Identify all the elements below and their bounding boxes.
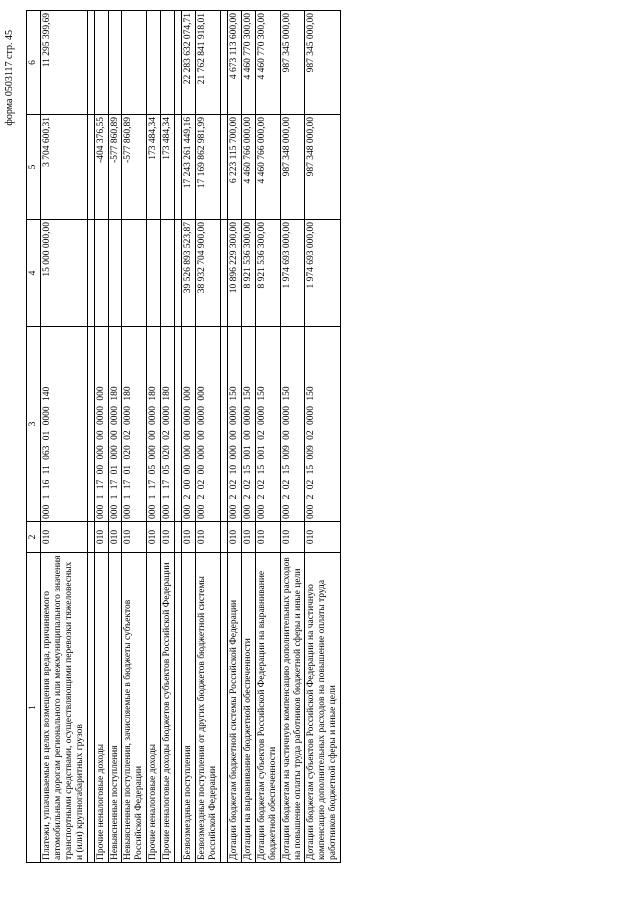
table-row xyxy=(161,11,175,863)
spacer-cell xyxy=(175,553,182,863)
col-header-3: 3 xyxy=(27,327,41,522)
row-unexecuted: 21 762 841 918,01 xyxy=(196,11,221,115)
table-row xyxy=(255,11,280,863)
spacer-cell xyxy=(175,11,182,115)
spacer-cell xyxy=(87,115,94,220)
row-approved: 38 932 704 900,00 xyxy=(196,220,221,327)
row-executed: 17 169 862 981,99 xyxy=(196,115,221,220)
row-line-code: 010 xyxy=(122,522,147,553)
row-line-code: 010 xyxy=(305,522,341,553)
row-executed: -577 860,89 xyxy=(108,115,122,220)
row-line-code: 010 xyxy=(161,522,175,553)
row-income-code: 000 2 02 15 009 00 0000 150 xyxy=(280,327,305,522)
row-income-code: 000 1 17 00 000 00 0000 000 xyxy=(94,327,108,522)
spacer-cell xyxy=(175,522,182,553)
row-line-code: 010 xyxy=(108,522,122,553)
row-line-code: 010 xyxy=(94,522,108,553)
row-approved: 8 921 536 300,00 xyxy=(255,220,280,327)
row-executed: 3 704 600,31 xyxy=(40,115,87,220)
row-approved: 39 526 893 523,87 xyxy=(182,220,196,327)
table-row xyxy=(305,11,341,863)
row-line-code: 010 xyxy=(241,522,255,553)
form-note: форма 0503117 стр. 45 xyxy=(4,30,15,126)
table-row xyxy=(196,11,221,863)
row-unexecuted: 4 460 770 300,00 xyxy=(241,11,255,115)
table-row xyxy=(280,11,305,863)
row-approved xyxy=(94,220,108,327)
row-name: Невыясненные поступления, зачисляемые в бюджеты субъектов Российской Федерации xyxy=(122,553,147,863)
row-approved xyxy=(147,220,161,327)
col-header-6: 6 xyxy=(27,11,41,115)
row-line-code: 010 xyxy=(147,522,161,553)
row-unexecuted xyxy=(161,11,175,115)
row-name: Прочие неналоговые доходы бюджетов субъектов Российской Федерации xyxy=(161,553,175,863)
row-executed: 173 484,34 xyxy=(147,115,161,220)
row-name: Безвозмездные поступления xyxy=(182,553,196,863)
spacer-cell xyxy=(220,327,227,522)
row-executed: 4 460 766 000,00 xyxy=(241,115,255,220)
spacer-cell xyxy=(220,220,227,327)
row-income-code: 000 2 02 00 000 00 0000 000 xyxy=(196,327,221,522)
row-income-code: 000 2 00 00 000 00 0000 000 xyxy=(182,327,196,522)
spacer-cell xyxy=(175,115,182,220)
row-unexecuted: 4 673 113 600,00 xyxy=(227,11,241,115)
row-unexecuted xyxy=(94,11,108,115)
row-unexecuted xyxy=(122,11,147,115)
row-income-code: 000 1 17 05 020 02 0000 180 xyxy=(161,327,175,522)
row-name: Прочие неналоговые доходы xyxy=(147,553,161,863)
row-unexecuted: 987 345 000,00 xyxy=(305,11,341,115)
row-name: Невыясненные поступления xyxy=(108,553,122,863)
col-header-1: 1 xyxy=(27,553,41,863)
spacer-cell xyxy=(87,327,94,522)
row-unexecuted xyxy=(147,11,161,115)
row-line-code: 010 xyxy=(196,522,221,553)
table-row xyxy=(122,11,147,863)
col-header-4: 4 xyxy=(27,220,41,327)
row-executed: -404 376,55 xyxy=(94,115,108,220)
row-name: Дотации бюджетам субъектов Российской Федерации на частичную компенсацию дополнительных расходов на повышение оплаты труда работников бюджетной сферы и иные цели xyxy=(305,553,341,863)
spacer-cell xyxy=(220,11,227,115)
row-name: Прочие неналоговые доходы xyxy=(94,553,108,863)
row-line-code: 010 xyxy=(182,522,196,553)
spacer-cell xyxy=(220,553,227,863)
row-income-code: 000 1 17 01 000 00 0000 180 xyxy=(108,327,122,522)
spacer-cell xyxy=(87,11,94,115)
table-body xyxy=(40,11,340,863)
row-line-code: 010 xyxy=(280,522,305,553)
row-name: Дотации бюджетам субъектов Российской Федерации на выравнивание бюджетной обеспеченности xyxy=(255,553,280,863)
table-row xyxy=(108,11,122,863)
row-line-code: 010 xyxy=(40,522,87,553)
row-approved xyxy=(161,220,175,327)
income-table xyxy=(26,10,341,863)
row-income-code: 000 1 17 01 020 02 0000 180 xyxy=(122,327,147,522)
row-name: Дотации на выравнивание бюджетной обеспеченности xyxy=(241,553,255,863)
spacer-cell xyxy=(175,220,182,327)
row-approved: 1 974 693 000,00 xyxy=(280,220,305,327)
row-unexecuted: 22 283 632 074,71 xyxy=(182,11,196,115)
row-income-code: 000 2 02 10 000 00 0000 150 xyxy=(227,327,241,522)
spacer-cell xyxy=(87,220,94,327)
table-row xyxy=(182,11,196,863)
table-row xyxy=(40,11,87,863)
row-income-code: 000 1 17 05 000 00 0000 180 xyxy=(147,327,161,522)
row-line-code: 010 xyxy=(255,522,280,553)
row-unexecuted: 11 295 399,69 xyxy=(40,11,87,115)
spacer-cell xyxy=(87,553,94,863)
row-approved: 1 974 693 000,00 xyxy=(305,220,341,327)
row-income-code: 000 2 02 15 001 00 0000 150 xyxy=(241,327,255,522)
row-unexecuted: 987 345 000,00 xyxy=(280,11,305,115)
row-income-code: 000 1 16 11 063 01 0000 140 xyxy=(40,327,87,522)
row-approved xyxy=(122,220,147,327)
spacer-cell xyxy=(220,115,227,220)
table-row xyxy=(147,11,161,863)
row-approved: 8 921 536 300,00 xyxy=(241,220,255,327)
row-name: Дотации бюджетам бюджетной системы Российской Федерации xyxy=(227,553,241,863)
row-spacer xyxy=(220,11,227,863)
row-unexecuted: 4 460 770 300,00 xyxy=(255,11,280,115)
row-executed: 173 484,34 xyxy=(161,115,175,220)
row-name: Безвозмездные поступления от других бюджетов бюджетной системы Российской Федерации xyxy=(196,553,221,863)
row-approved: 15 000 000,00 xyxy=(40,220,87,327)
table-row xyxy=(227,11,241,863)
row-spacer xyxy=(175,11,182,863)
row-unexecuted xyxy=(108,11,122,115)
row-approved xyxy=(108,220,122,327)
row-name: Дотации бюджетам на частичную компенсацию дополнительных расходов на повышение оплаты труда работников бюджетной сферы и иные цели xyxy=(280,553,305,863)
col-header-5: 5 xyxy=(27,115,41,220)
row-approved: 10 896 229 300,00 xyxy=(227,220,241,327)
column-number-row xyxy=(27,11,41,863)
row-executed: 17 243 261 449,16 xyxy=(182,115,196,220)
row-executed: 987 348 000,00 xyxy=(280,115,305,220)
table-row xyxy=(94,11,108,863)
row-spacer xyxy=(87,11,94,863)
row-executed: 6 223 115 700,00 xyxy=(227,115,241,220)
row-executed: -577 860,89 xyxy=(122,115,147,220)
table-row xyxy=(241,11,255,863)
col-header-2: 2 xyxy=(27,522,41,553)
row-executed: 987 348 000,00 xyxy=(305,115,341,220)
row-income-code: 000 2 02 15 009 02 0000 150 xyxy=(305,327,341,522)
row-name: Платежи, уплачиваемые в целях возмещения вреда, причиняемого автомобильным дорогам регионального или межмуниципального значения транспортными средствами, осуществляющими перевозки тяжеловесных и (или) крупногабаритных грузов xyxy=(40,553,87,863)
spacer-cell xyxy=(87,522,94,553)
row-income-code: 000 2 02 15 001 02 0000 150 xyxy=(255,327,280,522)
spacer-cell xyxy=(175,327,182,522)
row-executed: 4 460 766 000,00 xyxy=(255,115,280,220)
row-line-code: 010 xyxy=(227,522,241,553)
spacer-cell xyxy=(220,522,227,553)
